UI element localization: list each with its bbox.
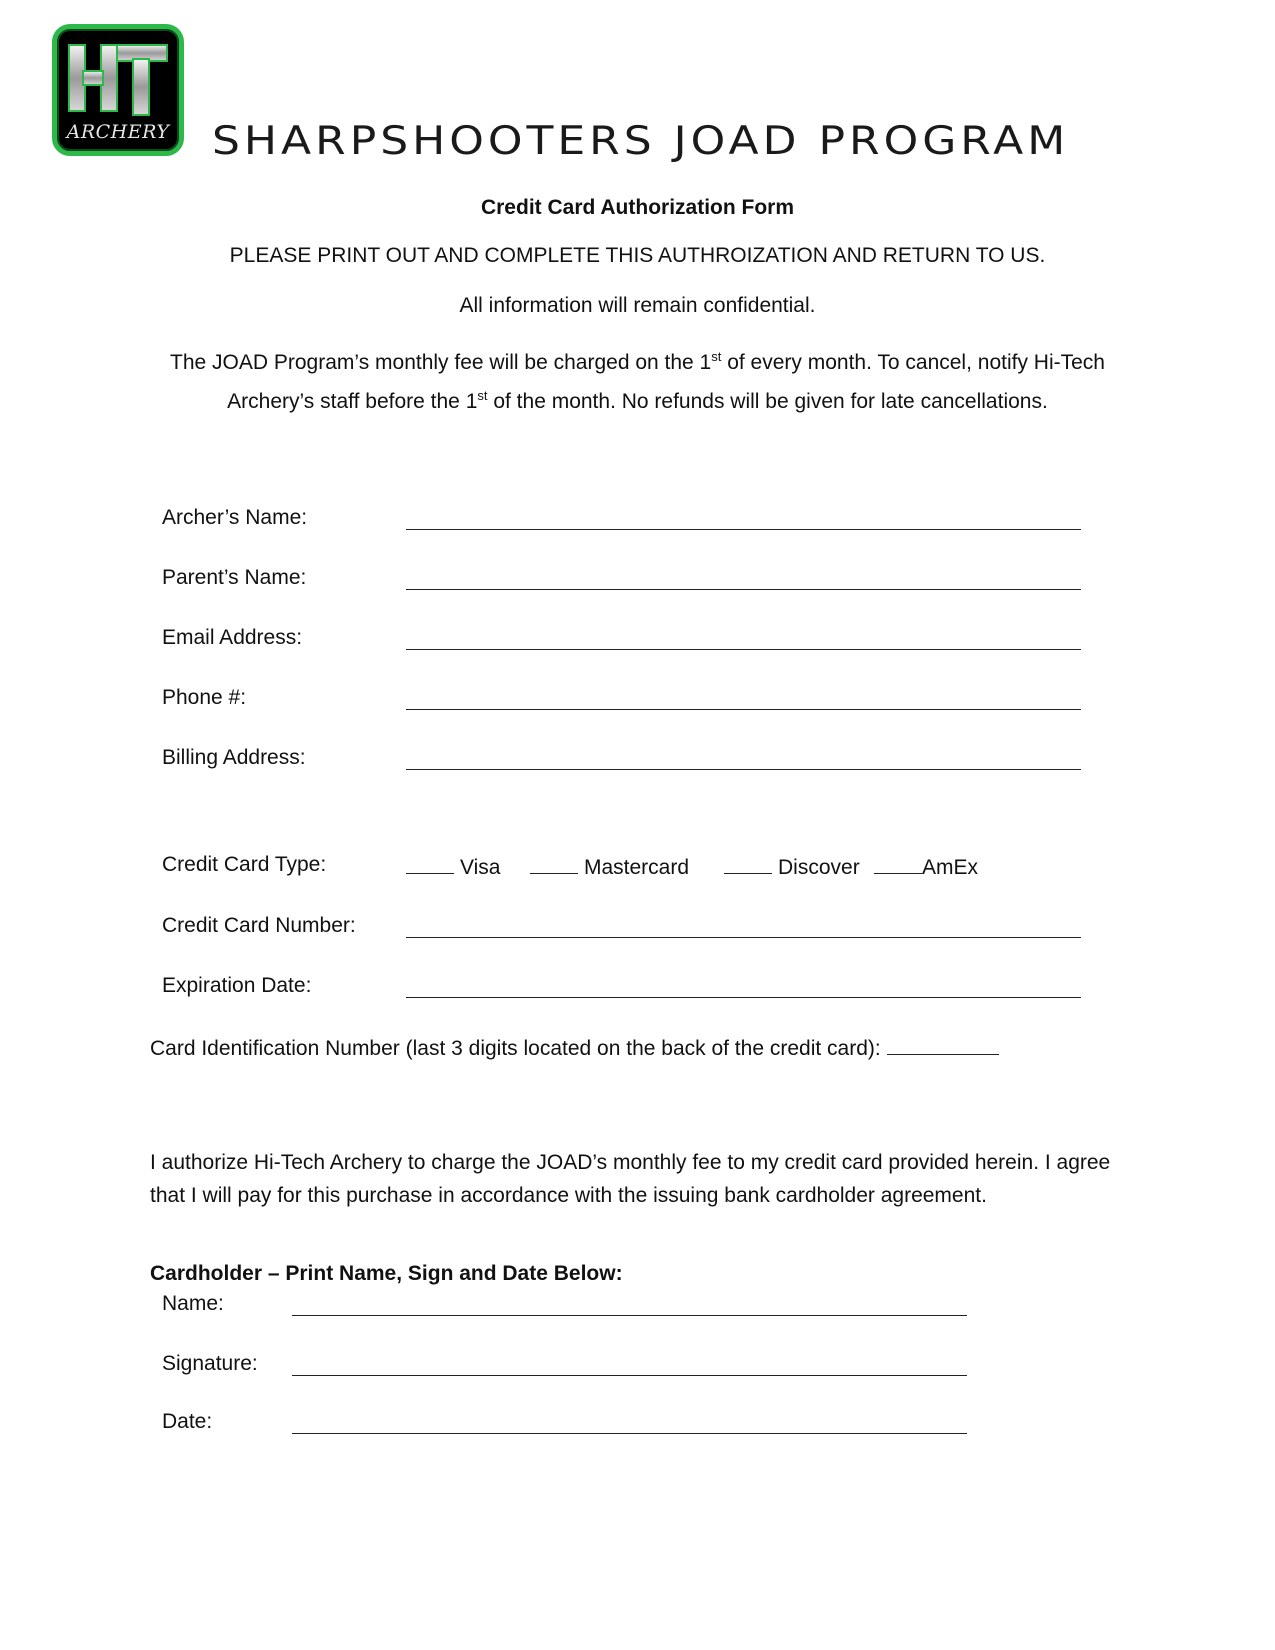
discover-label: Discover	[778, 856, 860, 879]
parent-name-label: Parent’s Name:	[162, 566, 307, 589]
cid-row	[150, 1034, 999, 1061]
fee-notice-part3: of the month. No refunds will be given for late cancellations.	[487, 390, 1048, 413]
logo-text: ARCHERY	[66, 121, 170, 143]
archer-name-field[interactable]	[406, 529, 1081, 530]
amex-blank[interactable]	[874, 853, 922, 874]
instructions-text: PLEASE PRINT OUT AND COMPLETE THIS AUTHROIZATION AND RETURN TO US.	[229, 244, 1046, 267]
form-title: Credit Card Authorization Form	[480, 196, 795, 219]
billing-address-field[interactable]	[406, 769, 1081, 770]
email-label: Email Address:	[162, 626, 303, 649]
expiration-field[interactable]	[406, 997, 1081, 998]
phone-field[interactable]	[406, 709, 1081, 710]
confidential-note: All information will remain confidential.	[459, 294, 816, 317]
phone-label: Phone #:	[162, 686, 247, 709]
print-name-field[interactable]	[292, 1315, 967, 1316]
date-field[interactable]	[292, 1433, 967, 1434]
cc-option-discover[interactable]	[724, 853, 860, 880]
cc-option-amex[interactable]	[874, 853, 978, 880]
cc-type-options	[406, 853, 1106, 881]
discover-blank[interactable]	[724, 853, 772, 874]
email-field[interactable]	[406, 649, 1081, 650]
expiration-label: Expiration Date:	[162, 974, 312, 997]
parent-name-field[interactable]	[406, 589, 1081, 590]
fee-notice	[150, 340, 1125, 418]
fee-notice-part1: The JOAD Program’s monthly fee will be charged on the 1	[170, 351, 712, 374]
archer-name-label: Archer’s Name:	[162, 506, 308, 529]
authorization-statement: I authorize Hi-Tech Archery to charge the JOAD’s monthly fee to my credit card provided herein. I agree that I will pay for this purchase in accordance with the issuing bank cardholder agreement.	[150, 1151, 1111, 1207]
visa-blank[interactable]	[406, 853, 454, 874]
visa-label: Visa	[460, 856, 501, 879]
ht-archery-logo	[52, 24, 184, 156]
billing-address-label: Billing Address:	[162, 746, 306, 769]
print-name-label: Name:	[162, 1292, 224, 1315]
signature-field[interactable]	[292, 1375, 967, 1376]
signature-label: Signature:	[162, 1352, 258, 1375]
mastercard-blank[interactable]	[530, 853, 578, 874]
cc-option-visa[interactable]	[406, 853, 500, 880]
cc-number-label: Credit Card Number:	[162, 914, 356, 937]
cc-type-label: Credit Card Type:	[162, 853, 327, 876]
fee-notice-sup2: st	[477, 388, 488, 403]
mastercard-label: Mastercard	[584, 856, 690, 879]
cardholder-heading: Cardholder – Print Name, Sign and Date Below:	[150, 1262, 623, 1285]
cc-option-mastercard[interactable]	[530, 853, 689, 880]
ht-logo-icon	[65, 39, 171, 121]
program-title: SHARPSHOOTERS JOAD PROGRAM	[212, 118, 1070, 164]
cid-field[interactable]	[887, 1034, 999, 1055]
date-label: Date:	[162, 1410, 213, 1433]
cc-number-field[interactable]	[406, 937, 1081, 938]
fee-notice-sup1: st	[711, 349, 722, 364]
cid-label: Card Identification Number (last 3 digits located on the back of the credit card):	[150, 1037, 881, 1060]
fee-notice-part2: of every month. To cancel, notify Hi-Tech Archery’s staff before the 1	[227, 351, 1105, 413]
amex-label: AmEx	[922, 856, 979, 879]
